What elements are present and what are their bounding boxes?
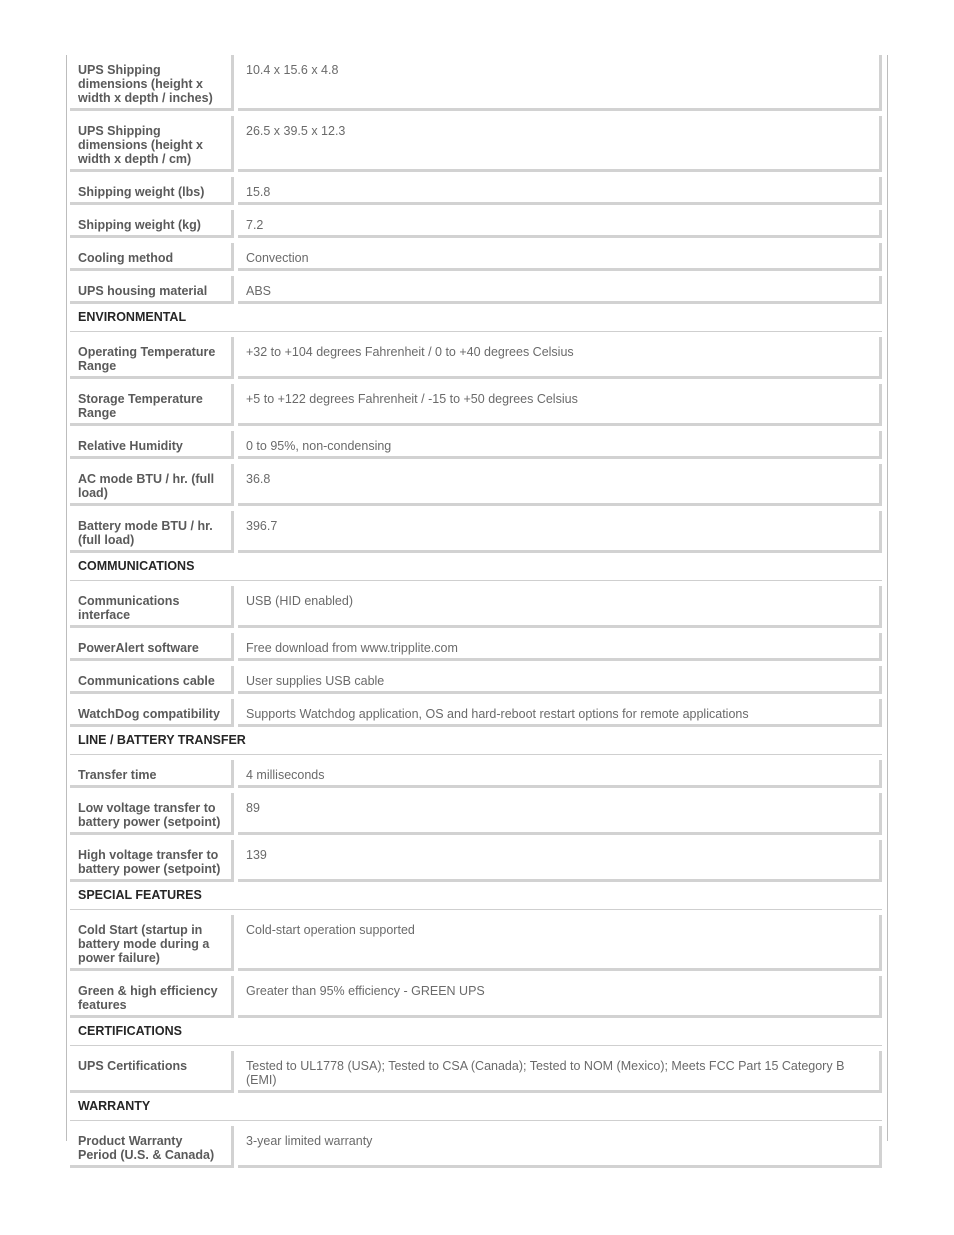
spec-row bbox=[70, 586, 882, 628]
spec-label: Relative Humidity bbox=[70, 431, 234, 459]
spec-value: 15.8 bbox=[238, 177, 882, 205]
spec-table bbox=[70, 55, 882, 1173]
spec-row bbox=[70, 464, 882, 506]
spec-value: Cold-start operation supported bbox=[238, 915, 882, 971]
spec-row bbox=[70, 210, 882, 238]
spec-value: 26.5 x 39.5 x 12.3 bbox=[238, 116, 882, 172]
section-header: SPECIAL FEATURES bbox=[70, 887, 882, 910]
spec-label: UPS Certifications bbox=[70, 1051, 234, 1093]
spec-row bbox=[70, 116, 882, 172]
section-header: WARRANTY bbox=[70, 1098, 882, 1121]
spec-row bbox=[70, 793, 882, 835]
spec-value: 396.7 bbox=[238, 511, 882, 553]
spec-row bbox=[70, 384, 882, 426]
spec-value: ABS bbox=[238, 276, 882, 304]
spec-label: UPS housing material bbox=[70, 276, 234, 304]
spec-label: AC mode BTU / hr. (full load) bbox=[70, 464, 234, 506]
spec-label: Low voltage transfer to battery power (setpoint) bbox=[70, 793, 234, 835]
spec-row bbox=[70, 915, 882, 971]
spec-row bbox=[70, 511, 882, 553]
spec-value: 139 bbox=[238, 840, 882, 882]
spec-value: USB (HID enabled) bbox=[238, 586, 882, 628]
spec-label: Product Warranty Period (U.S. & Canada) bbox=[70, 1126, 234, 1168]
spec-label: Communications interface bbox=[70, 586, 234, 628]
spec-row bbox=[70, 243, 882, 271]
section-header: CERTIFICATIONS bbox=[70, 1023, 882, 1046]
spec-value: 89 bbox=[238, 793, 882, 835]
spec-row bbox=[70, 177, 882, 205]
spec-value: +32 to +104 degrees Fahrenheit / 0 to +40 degrees Celsius bbox=[238, 337, 882, 379]
spec-value: Tested to UL1778 (USA); Tested to CSA (Canada); Tested to NOM (Mexico); Meets FCC Part 15 Category B (EMI) bbox=[238, 1051, 882, 1093]
spec-row bbox=[70, 976, 882, 1018]
spec-label: Operating Temperature Range bbox=[70, 337, 234, 379]
section-header: ENVIRONMENTAL bbox=[70, 309, 882, 332]
spec-label: High voltage transfer to battery power (setpoint) bbox=[70, 840, 234, 882]
spec-row bbox=[70, 276, 882, 304]
spec-value: 4 milliseconds bbox=[238, 760, 882, 788]
spec-label: Transfer time bbox=[70, 760, 234, 788]
spec-label: UPS Shipping dimensions (height x width x depth / inches) bbox=[70, 55, 234, 111]
spec-value: 3-year limited warranty bbox=[238, 1126, 882, 1168]
spec-value: Supports Watchdog application, OS and hard-reboot restart options for remote applications bbox=[238, 699, 882, 727]
spec-label: Shipping weight (lbs) bbox=[70, 177, 234, 205]
section-header: COMMUNICATIONS bbox=[70, 558, 882, 581]
spec-label: PowerAlert software bbox=[70, 633, 234, 661]
spec-row bbox=[70, 1051, 882, 1093]
spec-value: Greater than 95% efficiency - GREEN UPS bbox=[238, 976, 882, 1018]
spec-value: +5 to +122 degrees Fahrenheit / -15 to +50 degrees Celsius bbox=[238, 384, 882, 426]
spec-label: UPS Shipping dimensions (height x width x depth / cm) bbox=[70, 116, 234, 172]
spec-value: 0 to 95%, non-condensing bbox=[238, 431, 882, 459]
spec-label: WatchDog compatibility bbox=[70, 699, 234, 727]
spec-value: Convection bbox=[238, 243, 882, 271]
spec-row bbox=[70, 1126, 882, 1168]
spec-row bbox=[70, 55, 882, 111]
spec-value: User supplies USB cable bbox=[238, 666, 882, 694]
spec-label: Communications cable bbox=[70, 666, 234, 694]
spec-label: Green & high efficiency features bbox=[70, 976, 234, 1018]
spec-row bbox=[70, 666, 882, 694]
spec-row bbox=[70, 431, 882, 459]
spec-row bbox=[70, 760, 882, 788]
spec-label: Cold Start (startup in battery mode during a power failure) bbox=[70, 915, 234, 971]
spec-value: Free download from www.tripplite.com bbox=[238, 633, 882, 661]
spec-row bbox=[70, 840, 882, 882]
section-header: LINE / BATTERY TRANSFER bbox=[70, 732, 882, 755]
spec-label: Battery mode BTU / hr. (full load) bbox=[70, 511, 234, 553]
spec-value: 36.8 bbox=[238, 464, 882, 506]
spec-row bbox=[70, 337, 882, 379]
spec-value: 10.4 x 15.6 x 4.8 bbox=[238, 55, 882, 111]
spec-row bbox=[70, 633, 882, 661]
spec-value: 7.2 bbox=[238, 210, 882, 238]
spec-label: Shipping weight (kg) bbox=[70, 210, 234, 238]
spec-row bbox=[70, 699, 882, 727]
spec-label: Cooling method bbox=[70, 243, 234, 271]
spec-label: Storage Temperature Range bbox=[70, 384, 234, 426]
